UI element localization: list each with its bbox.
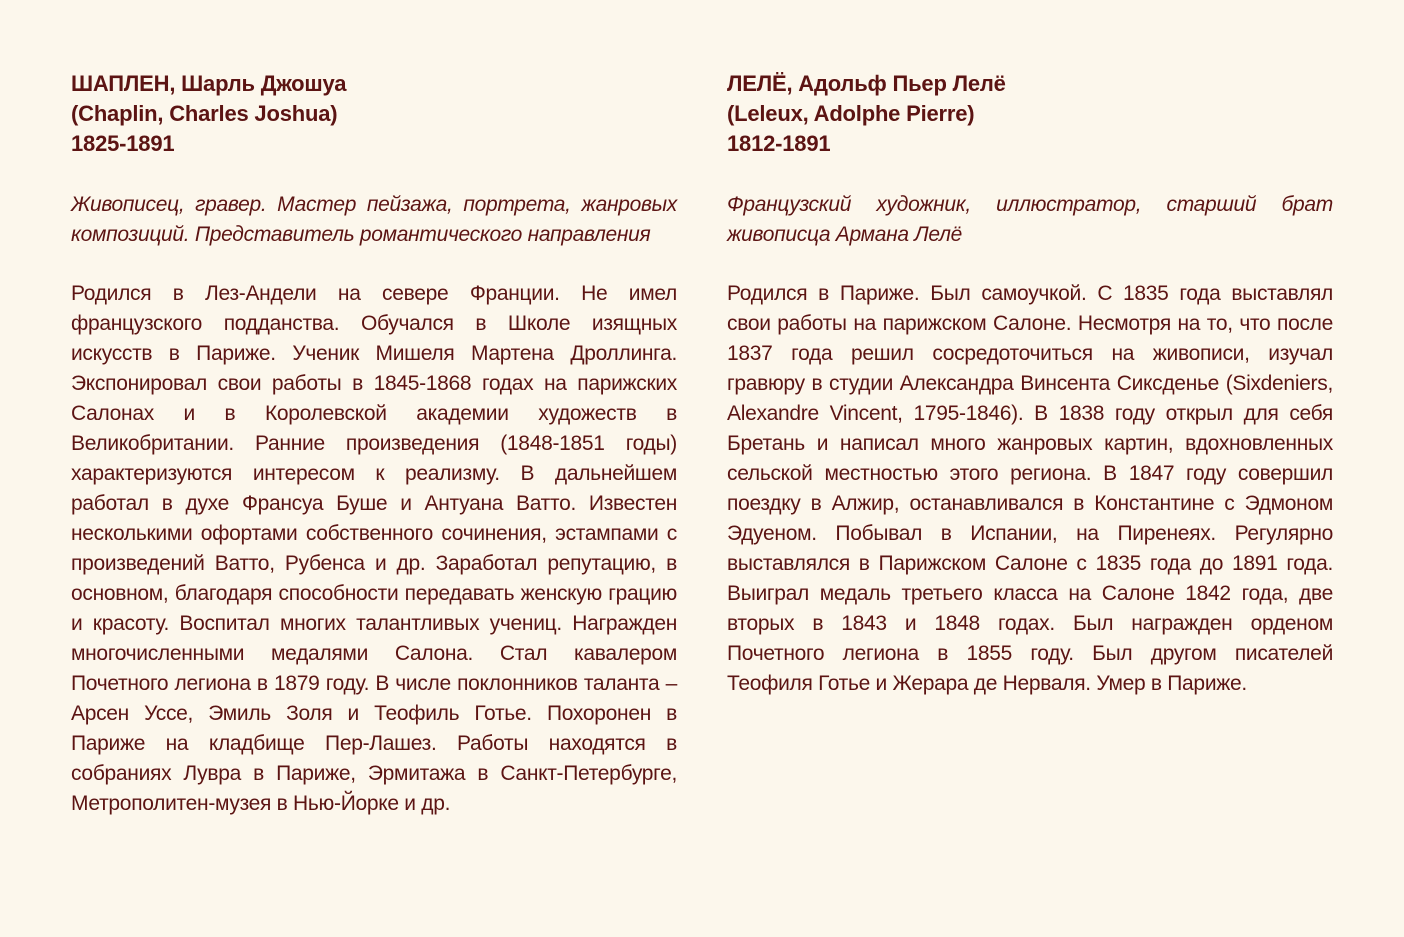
artist-summary: Французский художник, иллюстратор, старший брат живописца Армана Лелё [727,193,1333,246]
artist-biography: Родился в Лез-Андели на севере Франции. Не имел французского подданства. Обучался в Школе изящных искусств в Париже. Ученик Мишеля Мартена Дроллинга. Экспонировал свои работы в 1845-1868 годах на парижских Салонах и в Королевской академии художеств в Великобритании. Ранние произведения (1848-1851 годы) характеризуются интересом к реализму. В дальнейшем работал в духе Франсуа Буше и Антуана Ватто. Известен несколькими офортами собственного сочинения, эстампами с произведений Ватто, Рубенса и др. Заработал репутацию, в основном, благодаря способности передавать женскую грацию и красоту. Воспитал многих талантливых учениц. Награжден многочисленными медалями Салона. Стал кавалером Почетного легиона в 1879 году. В числе поклонников таланта – Арсен Уссе, Эмиль Золя и Теофиль Готье. Похоронен в Париже на кладбище Пер-Лашез. Работы находятся в собраниях Лувра в Париже, Эрмитажа в Санкт-Петербурге, Метрополитен-музея в Нью-Йорке и др. [71,282,677,815]
artist-summary: Живописец, гравер. Мастер пейзажа, портрета, жанровых композиций. Представитель романтического направления [71,193,677,246]
artist-entry-leleux [727,69,1333,699]
artist-biography: Родился в Париже. Был самоучкой. С 1835 года выставлял свои работы на парижском Салоне. Несмотря на то, что после 1837 года решил сосредоточиться на живописи, изучал гравюру в студии Александра Винсента Сиксденье (Sixdeniers, Alexandre Vincent, 1795-1846). В 1838 году открыл для себя Бретань и написал много жанровых картин, вдохновленных сельской местностью этого региона. В 1847 году совершил поездку в Алжир, останавливался в Константине с Эдмоном Эдуеном. Побывал в Испании, на Пиренеях. Регулярно выставлялся в Парижском Салоне с 1835 года до 1891 года. Выиграл медаль третьего класса на Салоне 1842 года, две вторых в 1843 и 1848 годах. Был награжден орденом Почетного легиона в 1855 году. Был другом писателей Теофиля Готье и Жерара де Нерваля. Умер в Париже. [727,282,1333,695]
artist-name-original: (Leleux, Adolphe Pierre) [727,101,975,126]
entry-heading [727,69,1333,159]
artist-name-russian: ЛЕЛЁ, Адольф Пьер Лелё [727,71,1006,96]
artist-name-russian: ШАПЛЕН, Шарль Джошуа [71,71,347,96]
entry-heading [71,69,677,159]
artist-name-original: (Chaplin, Charles Joshua) [71,101,338,126]
artist-life-years: 1825-1891 [71,131,175,156]
artist-life-years: 1812-1891 [727,131,831,156]
artist-entry-chaplin [71,69,677,819]
